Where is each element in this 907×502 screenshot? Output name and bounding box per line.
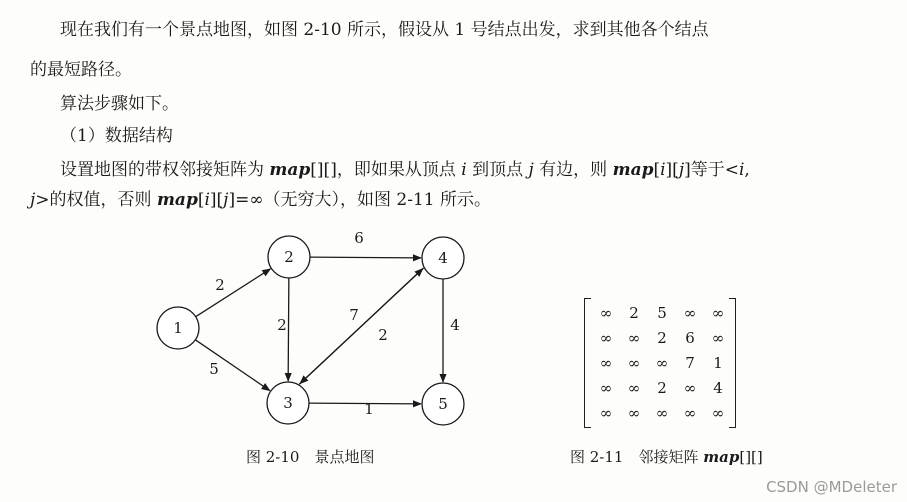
matrix-cell: ∞ [683, 404, 697, 422]
edge-2-3-arrow [288, 278, 289, 381]
matrix-cell: ∞ [711, 404, 725, 422]
text-run: 到顶点 [466, 160, 529, 180]
code-term-map: map [269, 160, 311, 180]
edge-4-5-weight-label: 4 [450, 316, 460, 334]
matrix-cell: ∞ [599, 304, 613, 322]
paragraph-intro-line-1: 现在我们有一个景点地图，如图 2-10 所示，假设从 1 号结点出发，求到其他各个结点 [60, 20, 709, 40]
paragraph-steps: 算法步骤如下。 [60, 94, 179, 114]
code-term-map: map [612, 160, 654, 180]
var-i: i [738, 160, 745, 180]
edge-3-4-weight-label: 7 [349, 306, 359, 324]
matrix-cell: ∞ [683, 304, 697, 322]
text-run: , [744, 160, 750, 180]
edge-2-3-weight-label: 2 [277, 316, 287, 334]
matrix-cell: ∞ [683, 379, 697, 397]
matrix-cell: ∞ [711, 304, 725, 322]
code-term-map: map [703, 448, 740, 466]
matrix-cell: 5 [657, 304, 667, 322]
edge-1-3-weight-label: 5 [209, 360, 219, 378]
matrix-cell: ∞ [599, 329, 613, 347]
caption-text: 图 2-11 邻接矩阵 [570, 448, 704, 466]
matrix-cell: ∞ [627, 354, 641, 372]
graph-node-2-label: 2 [284, 248, 294, 266]
var-i: i [204, 190, 210, 210]
matrix-left-bracket [584, 298, 591, 428]
matrix-row [592, 350, 732, 376]
graph-node-1-label: 1 [173, 319, 183, 337]
matrix-cell: 2 [629, 304, 639, 322]
matrix-cell: 1 [713, 354, 723, 372]
matrix-row [592, 325, 732, 351]
matrix-cell: ∞ [711, 329, 725, 347]
text-run: ]=∞（无穷大），如图 2-11 所示。 [228, 190, 491, 210]
var-j: j [528, 160, 534, 180]
edge-1-2-arrow [196, 269, 271, 317]
edge-2-4-weight-label: 6 [354, 229, 364, 247]
matrix-cell: 2 [657, 379, 667, 397]
text-run: >的权值，否则 [35, 190, 157, 210]
matrix-row [592, 400, 732, 426]
matrix-cell: ∞ [627, 404, 641, 422]
edge-1-2-weight-label: 2 [215, 276, 225, 294]
edge-4-3-arrow [300, 268, 424, 384]
graph-node-5-label: 5 [438, 395, 448, 413]
matrix-cell: 4 [713, 379, 723, 397]
matrix-cell: 7 [685, 354, 695, 372]
text-run: ][ [209, 190, 224, 210]
matrix-cell: 6 [685, 329, 695, 347]
text-run: [ [653, 160, 661, 180]
var-i: i [461, 160, 467, 180]
matrix-row [592, 375, 732, 401]
matrix-row [592, 300, 732, 326]
section-heading-data-structure: （1）数据结构 [60, 126, 173, 146]
matrix-cell: ∞ [655, 404, 669, 422]
edge-2-4-arrow [310, 257, 421, 258]
matrix-cell: ∞ [599, 379, 613, 397]
figure-2-11-caption [570, 446, 763, 467]
code-term-map: map [156, 190, 198, 210]
var-j: j [678, 160, 685, 180]
text-run: 设置地图的带权邻接矩阵为 [60, 160, 270, 180]
text-run: 有边，则 [533, 160, 613, 180]
matrix-cell: ∞ [599, 404, 613, 422]
var-j: j [30, 190, 36, 210]
text-run: ][ [665, 160, 679, 180]
graph-node-3-label: 3 [283, 394, 293, 412]
matrix-cell: ∞ [627, 329, 641, 347]
matrix-cell: ∞ [599, 354, 613, 372]
matrix-cell: ∞ [627, 379, 641, 397]
edge-4-3-weight-label: 2 [378, 326, 388, 344]
matrix-cell: ∞ [655, 354, 669, 372]
caption-text: [][] [739, 448, 763, 466]
csdn-watermark: CSDN @MDeleter [766, 478, 897, 496]
paragraph-intro-line-2: 的最短路径。 [30, 60, 132, 80]
var-i: i [660, 160, 666, 180]
text-run: [ [197, 190, 205, 210]
figure-2-10-caption: 图 2-10 景点地图 [246, 448, 375, 466]
text-run: ]等于< [684, 160, 739, 180]
text-run: [][]，即如果从顶点 [310, 160, 462, 180]
graph-node-4-label: 4 [438, 249, 448, 267]
matrix-cell: 2 [657, 329, 667, 347]
var-j: j [223, 190, 229, 210]
adjacency-matrix [584, 298, 736, 426]
edge-3-5-weight-label: 1 [364, 400, 374, 418]
edge-1-3-arrow [195, 340, 269, 391]
